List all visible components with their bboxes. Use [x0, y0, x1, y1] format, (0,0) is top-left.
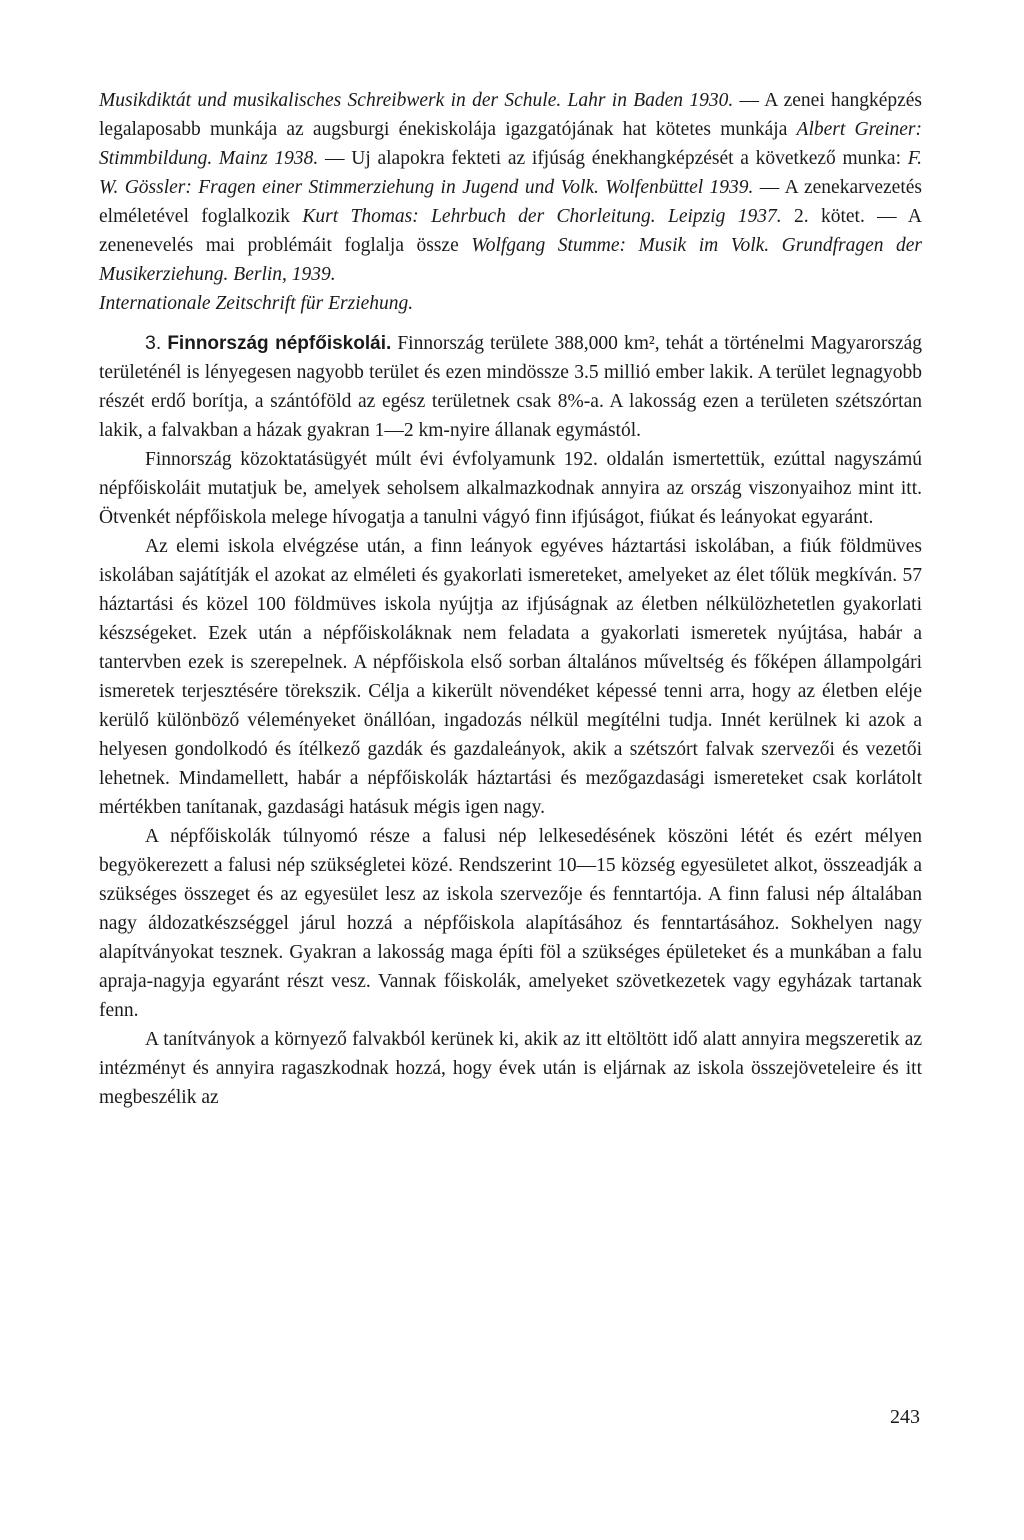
section-first-paragraph [99, 329, 922, 445]
section-paragraph-text: Finnország területe 388,000 km², tehát a történelmi Magyarország területénél is lényegesen nagyobb terület és ezen mindössze 3.5 millió ember lakik. A terület legnagyobb részét erdő borítja, a szántóföld az egész területnek csak 8%-a. A lakosság ezen a területen szétszórtan lakik, a falvakban a házak gyakran 1—2 km-nyire állanak egymástól. [99, 333, 923, 441]
bibliography-text: 2. kötet. — A zenenevelés mai problémáit foglalja össze [99, 206, 923, 256]
body-paragraph: A népfőiskolák túlnyomó része a falusi nép lelkesedésének köszöni létét és ezért mélyen begyökerezett a falusi nép szükségletei közé. Rendszerint 10—15 község egyesületet alkot, összeadják a szükséges összeget és az egyesület lesz az iskola szervezője és fenntartója. A finn falusi nép általában nagy áldozatkészséggel járul hozzá a népfőiskola alapításához és fenntartásához. Sokhelyen nagy alapítványokat tesznek. Gyakran a lakosság maga építi föl a szükséges épületeket és a munkában a falu apraja-nagyja egyaránt részt vesz. Vannak főiskolák, amelyeket szövetkezetek vagy egyházak tartanak fenn. [99, 826, 922, 1021]
cited-work-title: Musikdiktát und musikalisches Schreibwerk in der Schule. Lahr in Baden 1930. [99, 90, 734, 111]
cited-work-title: Kurt Thomas: Lehrbuch der Chorleitung. Leipzig 1937. [302, 206, 782, 227]
bibliography-paragraph [99, 86, 922, 289]
page-content [99, 86, 922, 1112]
cited-work-title: Albert Greiner: Stimmbildung. Mainz 1938. [99, 119, 922, 169]
body-paragraph: Az elemi iskola elvégzése után, a finn leányok egyéves háztartási iskolában, a fiúk földmüves iskolában sajátítják el azokat az elméleti és gyakorlati ismereteket, amelyeket az élet tőlük megkíván. 57 háztartási és közel 100 földmüves iskola nyújtja az ifjúságnak az életben nélkülözhetetlen gyakorlati készségeket. Ezek után a népfőiskoláknak nem feladata a gyakorlati ismeretek nyújtása, habár a tantervben ezek is szerepelnek. A népfőiskola első sorban általános műveltség és főképen állampolgári ismeretek terjesztésére törekszik. Célja a kikerült növendéket képessé tenni arra, hogy az életben eléje kerülő különböző véleményeket önállóan, ingadozás nélkül megítélni tudja. Innét kerülnek ki azok a helyesen gondolkodó és ítélkező gazdák és gazdaleányok, akik a szétszórt falvak szervezői és vezetői lehetnek. Mindamellett, habár a népfőiskolák háztartási és mezőgazdasági ismereteket csak korlátolt mértékben tanítanak, gazdasági hatásuk mégis igen nagy. [99, 536, 922, 818]
body-paragraph: A tanítványok a környező falvakból kerünek ki, akik az itt eltöltött idő alatt annyira megszeretik az intézményt és annyira ragaszkodnak hozzá, hogy évek után is eljárnak az iskola összejöveteleire és itt megbeszélik az [99, 1029, 922, 1108]
cited-work-title: F. W. Gössler: Fragen einer Stimmerziehung in Jugend und Volk. Wolfenbüttel 1939. [99, 148, 922, 198]
body-paragraph: Finnország közoktatásügyét múlt évi évfolyamunk 192. oldalán ismertettük, ezúttal nagyszámú népfőiskoláit mutatjuk be, amelyek seholsem alkalmazkodnak annyira az ország viszonyaihoz mint itt. Ötvenkét népfőiskola melege hívogatja a tanulni vágyó finn ifjúságot, fiúkat és leányokat egyaránt. [99, 449, 922, 528]
section-number: 3. [145, 332, 162, 354]
bibliography-text: — Uj alapokra fekteti az ifjúság énekhangképzését a következő munka: [318, 148, 908, 169]
section-heading: Finnország népfőiskolái. [167, 333, 392, 354]
bibliography-text: — A zenekarvezetés elméletével foglalkozik [99, 177, 922, 227]
page-number: 243 [890, 1406, 920, 1428]
source-citation: Internationale Zeitschrift für Erziehung. [99, 293, 414, 314]
cited-work-title: Wolfgang Stumme: Musik im Volk. Grundfragen der Musikerziehung. Berlin, 1939. [99, 235, 922, 285]
bibliography-text: — A zenei hangképzés legalaposabb munkája az augsburgi énekiskolája igazgatójának hat kötetes munkája [99, 90, 922, 140]
